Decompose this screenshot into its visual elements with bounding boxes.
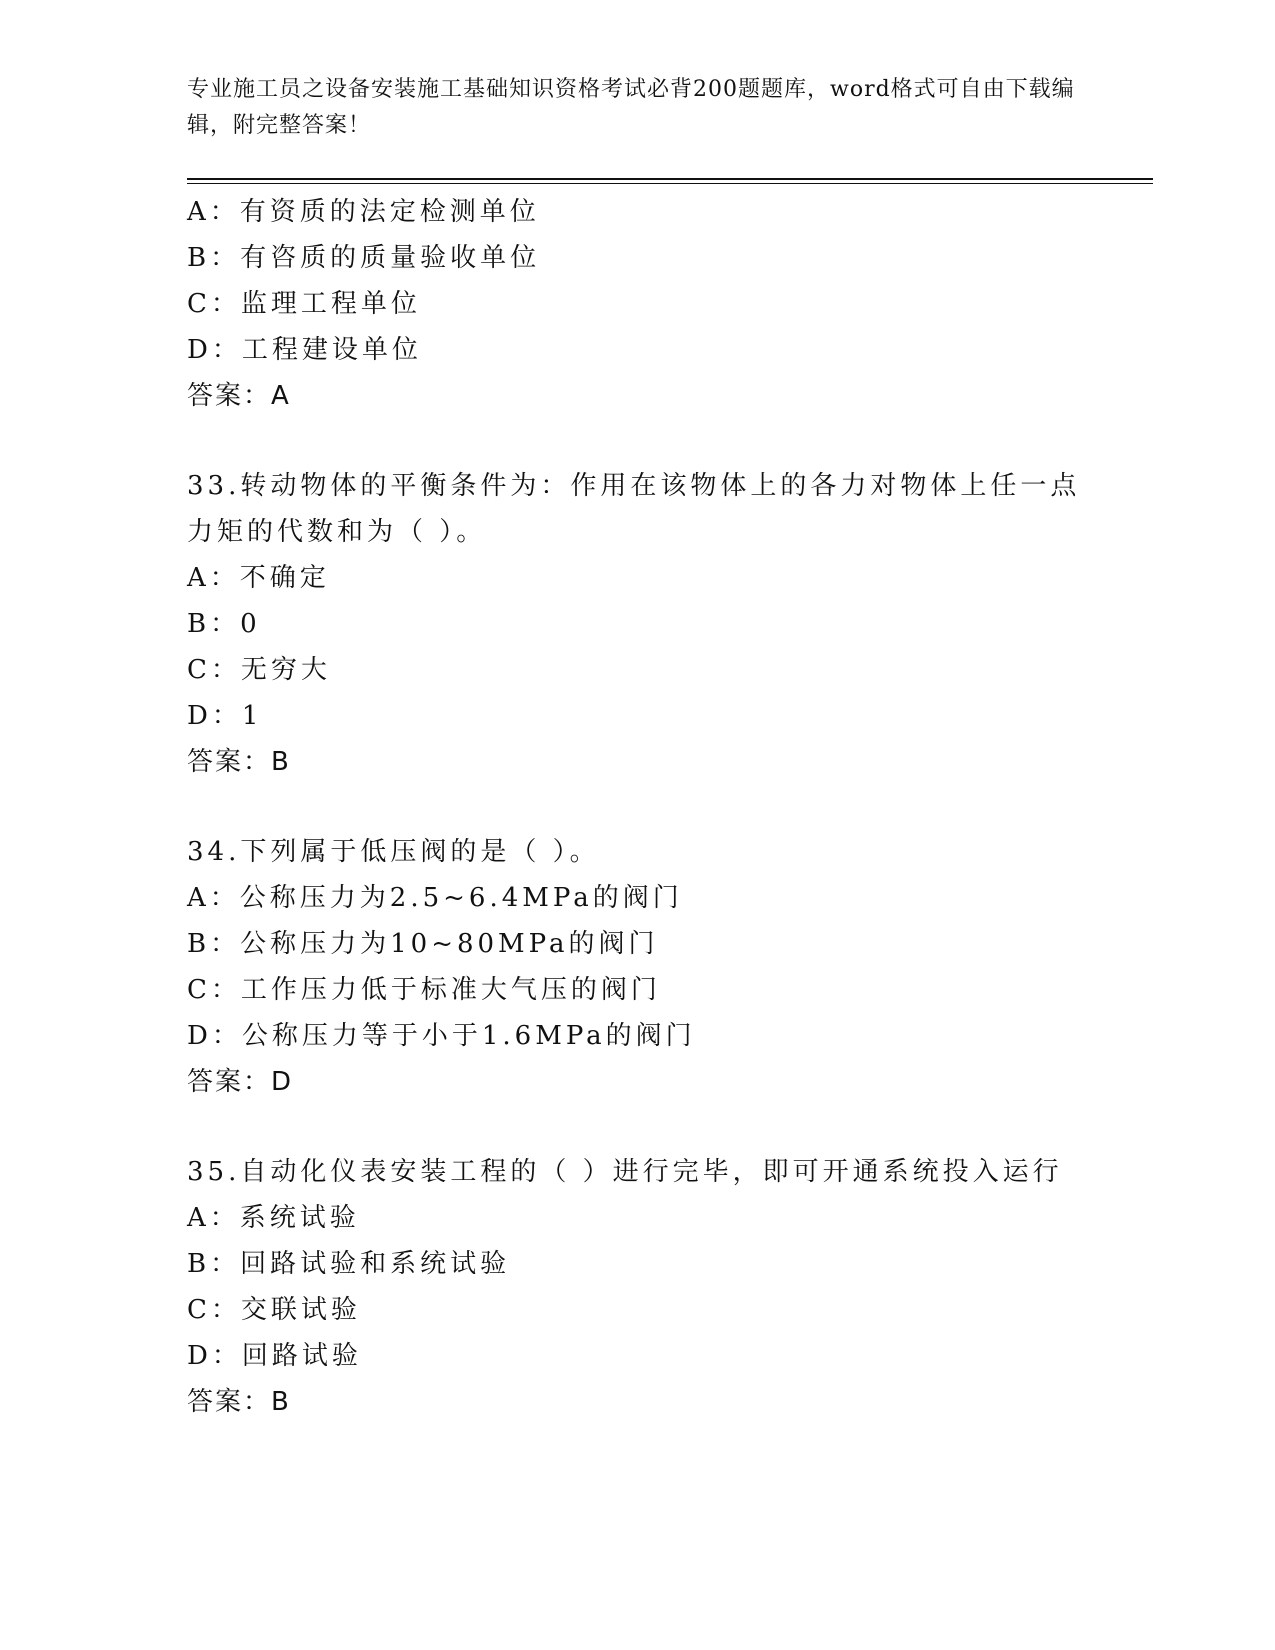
option-c: C：交联试验	[187, 1295, 361, 1325]
question-block-33	[187, 463, 1087, 785]
option-a: A：有资质的法定检测单位	[187, 197, 540, 227]
option-d: D：回路试验	[187, 1341, 362, 1371]
spacer	[187, 1105, 1087, 1149]
answer-text: 答案：B	[187, 1387, 291, 1417]
answer-text: 答案：D	[187, 1067, 294, 1097]
option-c: C：监理工程单位	[187, 289, 421, 319]
option-d: D：公称压力等于小于1.6MPa的阀门	[187, 1021, 696, 1051]
option-d: D：1	[187, 701, 263, 731]
spacer	[187, 785, 1087, 829]
option-c: C：工作压力低于标准大气压的阀门	[187, 975, 661, 1005]
answer-text: 答案：B	[187, 747, 291, 777]
option-b: B：公称压力为10~80MPa的阀门	[187, 929, 659, 959]
option-b: B：回路试验和系统试验	[187, 1249, 511, 1279]
question-text: 35.自动化仪表安装工程的（ ）进行完毕，即可开通系统投入运行	[187, 1157, 1063, 1187]
question-block-35	[187, 1149, 1087, 1425]
option-a: A：公称压力为2.5~6.4MPa的阀门	[187, 883, 683, 913]
question-list	[187, 189, 1087, 1425]
option-d: D：工程建设单位	[187, 335, 422, 365]
document-title: 专业施工员之设备安装施工基础知识资格考试必背200题题库，word格式可自由下载编辑，附完整答案！	[187, 77, 1075, 138]
answer-text: 答案：A	[187, 381, 291, 411]
spacer	[187, 419, 1087, 463]
header-rule-thick	[187, 178, 1153, 180]
question-block-32	[187, 189, 1087, 419]
option-b: B：有咨质的质量验收单位	[187, 243, 541, 273]
question-text: 33.转动物体的平衡条件为：作用在该物体上的各力对物体上任一点力矩的代数和为（ ）。	[187, 471, 1081, 547]
option-a: A：不确定	[187, 563, 330, 593]
option-a: A：系统试验	[187, 1203, 360, 1233]
question-text: 34.下列属于低压阀的是（ ）。	[187, 837, 600, 867]
header-rule-thin	[187, 183, 1153, 184]
option-c: C：无穷大	[187, 655, 331, 685]
question-block-34	[187, 829, 1087, 1105]
option-b: B：0	[187, 609, 261, 639]
